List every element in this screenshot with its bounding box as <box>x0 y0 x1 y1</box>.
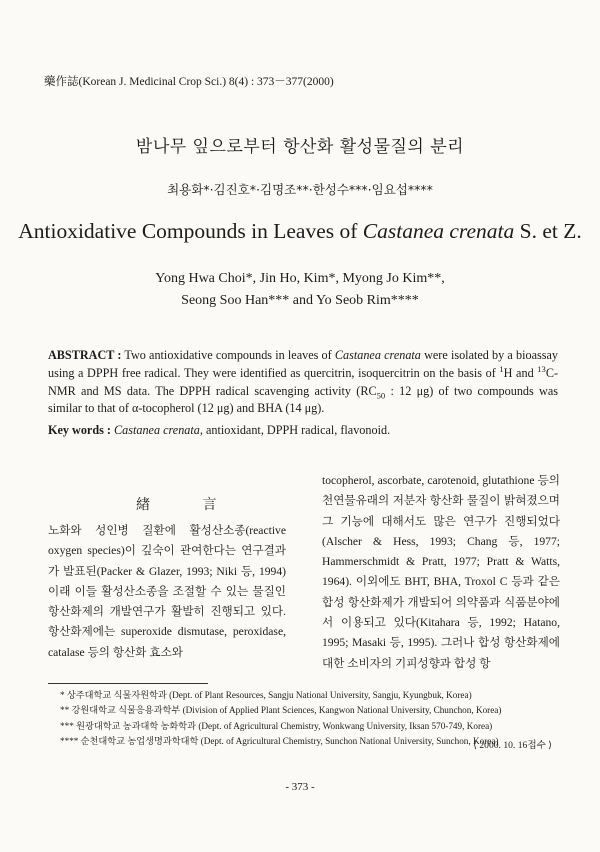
authors-english-line1: Yong Hwa Choi*, Jin Ho, Kim*, Myong Jo Kim**, <box>155 271 445 286</box>
abstract-sup-1: 1 <box>499 363 504 374</box>
abstract-sub-50: 50 <box>376 390 386 401</box>
footnote-4: **** 순천대학교 농업생명과학대학 (Dept. of Agricultural Chemistry, Sunchon National University, Sunchon, Korea) <box>60 735 499 746</box>
abstract-label: ABSTRACT : <box>48 348 122 362</box>
keywords-species: Castanea crenata <box>114 423 200 437</box>
journal-header: 藥作誌(Korean J. Medicinal Crop Sci.) 8(4) : 373－377(2000) <box>44 76 334 88</box>
abstract-text-3: H and <box>503 365 538 380</box>
title-english-suffix: S. et Z. <box>514 219 582 243</box>
abstract-sup-13: 13 <box>537 363 546 374</box>
abstract-text-1: Two antioxidative compounds in leaves of <box>121 348 335 362</box>
footnote-1: * 상주대학교 식물자원학과 (Dept. of Plant Resources, Sangju National University, Sangju, Kyungbuk, Korea) <box>60 690 472 700</box>
footnote-3: *** 원광대학교 농과대학 농화학과 (Dept. of Agricultural Chemistry, Wonkwang University, Iksan 570-749, Korea) <box>60 720 493 731</box>
footnote-2: ** 강원대학교 식물응용과학부 (Division of Applied Plant Sciences, Kangwon National University, Chunchon, Korea) <box>60 705 502 716</box>
received-date: ⟨ 2000. 10. 16접수 ⟩ <box>473 740 552 751</box>
abstract-text-4: C-NMR and MS data. The DPPH radical scavenging activity (RC <box>48 365 558 398</box>
authors-english-line2: Seong Soo Han*** and Yo Seob Rim**** <box>181 292 419 308</box>
abstract-text-2: were isolated by a bioassay using a DPPH free radical. They were identified as quercitrin, isoquercitrin on the basis of <box>48 348 558 380</box>
authors-english <box>0 268 600 311</box>
body-column-right: tocopherol, ascorbate, carotenoid, glutathione 등의 천연물유래의 저분자 항산화 물질이 밝혀졌으며 그 기능에 대해서도 많은 연구가 진행되었다(Alscher & Hess, 1993; Chang 등, 1977; Hammerschmidt & Pratt, 1977; Pratt & Watts, 1964). 이외에도 BHT, BHA, Troxol C 등과 같은 합성 항산화제가 개발되어 의약품과 식품분야에서 이용되고 있다(Kitahara 등, 1992; Hatano, 1995; Masaki 등, 1995). 그러나 합성 항산화제에 대한 소비자의 기피성향과 합성 항 <box>322 474 560 670</box>
keywords-rest: , antioxidant, DPPH radical, flavonoid. <box>199 423 391 437</box>
footnote-divider <box>48 683 208 684</box>
keywords-label: Key words : <box>48 423 111 437</box>
page-number: - 373 - <box>285 781 315 793</box>
title-english-species: Castanea crenata <box>362 219 515 243</box>
abstract <box>48 347 558 418</box>
abstract-text-5: : 12 μg) of two compounds was similar to that of α-tocopherol (12 μg) and BHA (14 μg). <box>48 383 558 416</box>
abstract-species: Castanea crenata <box>334 348 421 362</box>
title-english-prefix: Antioxidative Compounds in Leaves of <box>18 219 363 243</box>
title-english <box>0 219 600 244</box>
title-korean: 밤나무 잎으로부터 항산화 활성물질의 분리 <box>135 137 465 157</box>
body-column-left: 노화와 성인병 질환에 활성산소종(reactive oxygen species)이 깊숙이 관여한다는 연구결과가 발표된(Packer & Glazer, 1993; Niki 등, 1994) 이래 이들 활성산소종을 조절할 수 있는 물질인 항산화제의 개발연구가 활발히 진행되고 있다. 항산화제에는 superoxide dismutase, peroxidase, catalase 등의 항산화 효소와 <box>48 524 286 659</box>
keywords <box>48 423 558 438</box>
section-title-introduction: 緖 言 <box>136 497 241 513</box>
authors-korean: 최용화*·김진호*·김명조**·한성수***·임요섭**** <box>167 182 433 197</box>
